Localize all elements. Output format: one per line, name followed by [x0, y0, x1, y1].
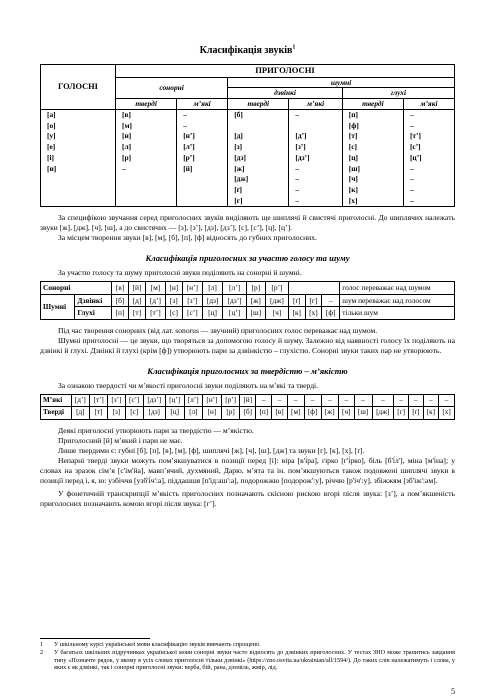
sound-cell: –	[272, 394, 287, 407]
voiceless-soft-column: – – [т’] [с’] [ц’] – – – –	[403, 109, 454, 207]
paragraph-labial: За місцем творення звуки [в], [м], [б], [п], [ф] відносять до губних приголосних.	[58, 233, 317, 243]
paragraph-y: Приголосний [й] м’який і пари не має.	[58, 435, 183, 445]
sound-cell: [м]	[287, 407, 304, 420]
sound-cell: [п]	[256, 407, 272, 420]
vowels-column: [а] [о] [у] [е] [і] [и]	[41, 109, 116, 207]
paragraph-softening: Непарні тверді звуки можуть пом’якшуватися в позиції перед [і]: віра [в'і́ра], гірко [г'і́рко], біль [б'і́л'], міна [м'і́на]; у словах на зразок сім’я [с'ім'йа], мавп’ячий, духмяний, Дарю, м’ята та ін. пом’якшуються також подовжені шиплячі звуки в позиції перед і, я, ю: узбіччя [узб'і́ч':а], піддашшя [п'ід:аш':а], подорожжю [подорож':у], річчю [р'іч':у], збіжжям [зб'іж':ам].	[40, 455, 455, 485]
voiceless-header: глухі	[342, 88, 454, 99]
sound-cell: [ц]	[202, 307, 222, 320]
voiceless-hard-header: тверді	[342, 99, 403, 110]
sound-cell: [б]	[240, 407, 256, 420]
sonorant-header: сонорні	[116, 77, 228, 99]
sound-cell: [ж]	[246, 294, 265, 307]
sound-cell: [ч]	[338, 407, 354, 420]
voiced-soft-header: м’які	[289, 99, 342, 110]
footnote-2-text: У багатьох шкільних підручниках української мови сонорні звуки часто відносять до дзвінких приголосних. У тестах ЗНО може трапитись завдання типу «Позначте рядок, у якому в усіх словах приголосні тільки дзвінкі» (https://zno.osvita.ua/ukrainian/all/1594/). До таких слів належатимуть і слова, у яких є як дзвінкі, так і сонорні приголосні звуки: верба, бій, рана, дземіль, жмір, лід.	[54, 648, 455, 672]
sound-cell: [х]	[439, 407, 455, 420]
sound-cell: [к]	[423, 407, 439, 420]
sound-cell: [н’]	[203, 394, 222, 407]
sonorant-hard-header: тверді	[116, 99, 177, 110]
paragraph-hissing: За специфікою звучання серед приголосних звуків виділяють ще шиплячі й свистячі приголосні. До шиплячих належать звуки [ж], [дж], [ч], [ш], а до свистячих — [з], [з’], [дз], [дз’], [с], [с’], [ц], [ц’].	[40, 213, 455, 233]
footnote-2	[40, 649, 455, 672]
sound-cell: –	[287, 394, 304, 407]
sound-cell: [ф]	[304, 407, 321, 420]
sound-cell: [ґ]	[409, 407, 423, 420]
paragraph-pairs: Деякі приголосні утворюють пари за твердістю — м’якістю.	[58, 425, 254, 435]
sound-cell: –	[394, 394, 409, 407]
sound-cell: [ч]	[265, 307, 288, 320]
sound-cell: [з’]	[108, 394, 126, 407]
sound-cell: [б]	[111, 294, 128, 307]
sound-cell: –	[321, 394, 338, 407]
sound-cell: [дз’]	[223, 294, 246, 307]
sonorant-label: Сонорні	[41, 281, 112, 294]
consonants-header: ПРИГОЛОСНІ	[116, 65, 455, 77]
voiceless-hard-column: [п] [ф] [т] [с] [ц] [ш] [ч] [к] [х]	[342, 109, 403, 207]
sound-cell: [з’]	[182, 294, 202, 307]
paragraph-transcription: У фонетичній транскрипції м’якість приголосних позначають скісною рискою вгорі після звука: [з’], а пом’якшеність приголосних позначають комою вгорі після звука: [г’].	[40, 488, 455, 508]
sonorant-hard-column: [в] [м] [н] [л] [р] –	[116, 109, 177, 207]
sound-cell: –	[354, 394, 372, 407]
sound-cell: [ц’]	[165, 394, 184, 407]
hardness-table	[40, 394, 455, 420]
footnotes	[40, 638, 455, 672]
sonorant-soft-header: м’які	[177, 99, 228, 110]
sound-cell: [с]	[165, 307, 182, 320]
sound-cell: [т]	[90, 407, 108, 420]
empty-cell	[288, 281, 339, 294]
sound-cell: [с’]	[182, 307, 202, 320]
sound-cell: [н]	[203, 407, 222, 420]
voiceless-label: Глухі	[75, 307, 112, 320]
voiced-hard-header: тверді	[228, 99, 289, 110]
sound-cell: [д]	[71, 407, 90, 420]
sound-cell: [р]	[221, 407, 240, 420]
sound-cell: [р’]	[265, 281, 288, 294]
noisy-header: шумні	[228, 77, 455, 88]
section-hardness-title: Класифікація приголосних за твердістю – м’якістю	[147, 366, 348, 377]
sound-cell: [дз]	[202, 294, 222, 307]
sound-cell: –	[256, 394, 272, 407]
footnote-divider	[40, 638, 150, 639]
voiced-label: Дзвінкі	[75, 294, 112, 307]
sound-cell: [й]	[240, 394, 256, 407]
footnote-1-mark: 1	[40, 641, 44, 648]
page-title	[40, 0, 455, 57]
sound-cell: [ц]	[165, 407, 184, 420]
sound-cell: [к]	[288, 307, 305, 320]
sound-cell: [ц’]	[223, 307, 246, 320]
hard-label: Тверді	[41, 407, 72, 420]
sound-cell: [г]	[305, 294, 322, 307]
voiced-hard-column: [б] [д] [з] [дз] [ж] [дж] [ґ] [г]	[228, 109, 289, 207]
sound-cell: –	[338, 394, 354, 407]
paragraph-only-hard: Лише твердими є: губні [б], [п], [в], [м], [ф], шиплячі [ж], [ч], [ш], [дж] та звуки [г], [к], [х], [ґ].	[58, 445, 365, 455]
sound-cell: [л]	[184, 407, 203, 420]
sound-cell: [ш]	[354, 407, 372, 420]
sound-cell: [ж]	[321, 407, 338, 420]
paragraph-sonorant: Під час творення сонорних (від лат. sonorus — звучний) приголосних голос переважає над шумом.	[58, 326, 378, 336]
sound-cell: –	[372, 394, 394, 407]
sound-cell: [в]	[111, 281, 128, 294]
sound-cell: –	[409, 394, 423, 407]
vowels-header: ГОЛОСНІ	[41, 65, 116, 110]
sound-cell: –	[439, 394, 455, 407]
footnote-1	[40, 641, 455, 649]
sound-cell: [в]	[272, 407, 287, 420]
sound-cell: [ш]	[246, 307, 265, 320]
sound-cell: [т’]	[146, 307, 166, 320]
title-text: Класифікація звуків	[199, 45, 293, 56]
section-voice-intro: За участю голосу та шуму приголосні звуки поділяють на сонорні й шумні.	[58, 267, 302, 277]
sound-cell: [дж]	[372, 407, 394, 420]
sound-cell: [р’]	[221, 394, 240, 407]
sound-cell: [л]	[202, 281, 222, 294]
sound-cell: [дж]	[265, 294, 288, 307]
sound-cell: [ф]	[322, 307, 340, 320]
section-hardness-intro: За ознакою твердості чи м’якості приголосні звуки поділяють на м’які та тверді.	[58, 380, 319, 390]
sound-cell: [т]	[129, 307, 146, 320]
section-voice-title: Класифікація приголосних за участю голосу та шуму	[145, 253, 350, 264]
sound-cell: –	[304, 394, 321, 407]
noisy-label: Шумні	[41, 294, 75, 320]
row-note: шум переважає над голосом	[340, 294, 455, 307]
page-number: 5	[451, 687, 455, 696]
sound-cell: [л’]	[223, 281, 246, 294]
sound-cell: [л’]	[184, 394, 203, 407]
sound-cell: [г]	[394, 407, 409, 420]
sound-cell: [х]	[305, 307, 322, 320]
voiceless-soft-header: м’які	[403, 99, 454, 110]
footnote-2-mark: 2	[40, 648, 44, 656]
sound-cell: [п]	[111, 307, 128, 320]
paragraph-noisy: Шумні приголосні — це звуки, що творяться за допомогою голосу й шуму. Залежно від наявності голосу їх поділяють на дзвінкі й глухі. Дзвінкі й глухі (крім [ф]) утворюють пари за дзвінкістю – глухістю. Сонорні звуки таких пар не утворюють.	[40, 336, 455, 356]
voiced-soft-column: – [д’] [з’] [дз’] – – – –	[289, 109, 342, 207]
title-footnote-mark: 1	[292, 44, 296, 51]
voiced-header: дзвінкі	[228, 88, 343, 99]
sound-cell: [з]	[108, 407, 126, 420]
voice-noise-table	[40, 281, 455, 320]
sound-cell: [д’]	[146, 294, 166, 307]
row-note: голос переважає над шумом	[340, 281, 455, 294]
row-note: тільки шум	[340, 307, 455, 320]
sound-cell: [д’]	[71, 394, 90, 407]
sound-cell: [д]	[129, 294, 146, 307]
sound-cell: [с]	[125, 407, 143, 420]
sound-cell: [з]	[165, 294, 182, 307]
soft-label: М’які	[41, 394, 72, 407]
sound-cell: [дз]	[143, 407, 165, 420]
sound-cell: [й]	[129, 281, 146, 294]
sound-cell: [ґ]	[288, 294, 305, 307]
sound-cell: [н’]	[182, 281, 202, 294]
sound-cell: [т’]	[90, 394, 108, 407]
sound-cell: [н]	[165, 281, 182, 294]
sound-cell: [дз’]	[143, 394, 165, 407]
sound-cell: [р]	[246, 281, 265, 294]
sound-cell: [м]	[146, 281, 166, 294]
sound-cell: –	[322, 294, 340, 307]
footnote-1-text: У шкільному курсі української мови класифікацію звуків вивчають спрощено.	[54, 641, 261, 648]
sound-cell: [с’]	[125, 394, 143, 407]
sonorant-soft-column: – – [н’] [л’] [р’] [й]	[177, 109, 228, 207]
sound-classification-table	[40, 64, 455, 207]
sound-cell: –	[423, 394, 439, 407]
